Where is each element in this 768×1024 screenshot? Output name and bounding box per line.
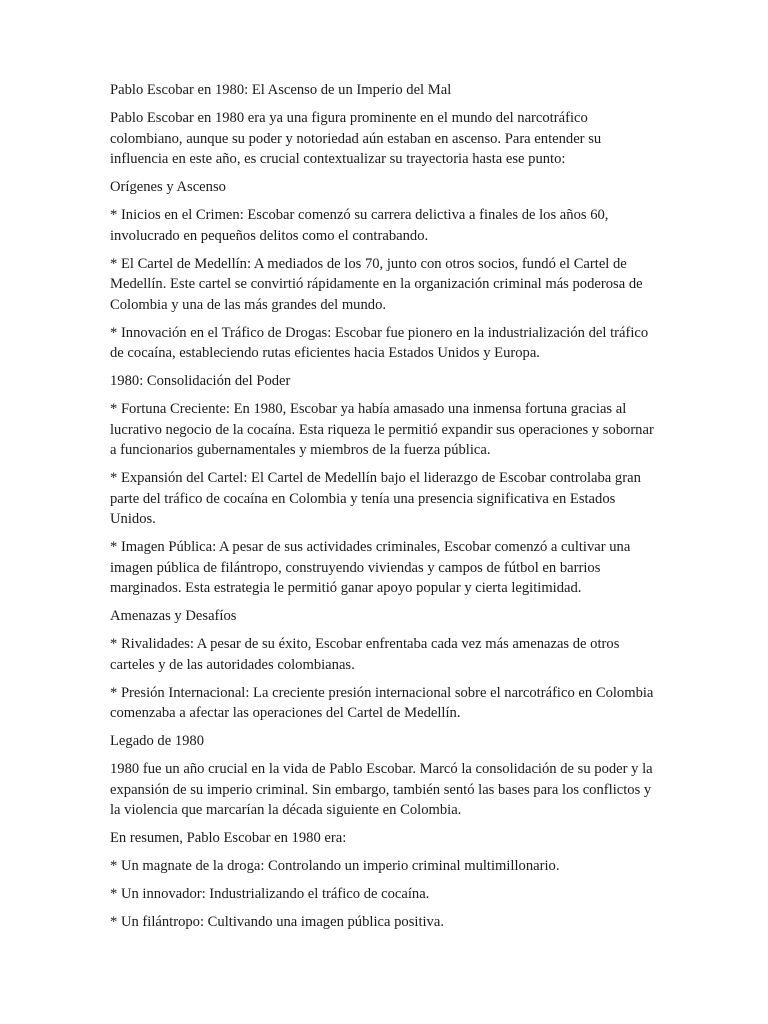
intro-paragraph: Pablo Escobar en 1980 era ya una figura prominente en el mundo del narcotráfico colombiano, aunque su poder y notoriedad aún estaban en ascenso. Para entender su influencia en este año, es crucial contextualizar su trayectoria hasta ese punto: — [110, 110, 602, 167]
summary-intro: En resumen, Pablo Escobar en 1980 era: — [110, 830, 347, 846]
section-heading-legado: Legado de 1980 — [110, 733, 205, 749]
document-page — [110, 80, 660, 940]
legacy-paragraph: 1980 fue un año crucial en la vida de Pablo Escobar. Marcó la consolidación de su poder y la expansión de su imperio criminal. Sin embargo, también sentó las bases para los conflictos y la violencia que marcarían la década siguiente en Colombia. — [110, 761, 653, 818]
bullet-expansion: * Expansión del Cartel: El Cartel de Medellín bajo el liderazgo de Escobar controlaba gran parte del tráfico de cocaína en Colombia y tenía una presencia significativa en Estados Unidos. — [110, 470, 641, 527]
section-heading-amenazas: Amenazas y Desafíos — [110, 608, 237, 624]
bullet-fortuna: * Fortuna Creciente: En 1980, Escobar ya había amasado una inmensa fortuna gracias al lucrativo negocio de la cocaína. Esta riqueza le permitió expandir sus operaciones y sobornar a funcionarios gubernamentales y miembros de la fuerza pública. — [110, 401, 654, 458]
summary-bullet-magnate: * Un magnate de la droga: Controlando un imperio criminal multimillonario. — [110, 858, 560, 874]
section-heading-consolidacion: 1980: Consolidación del Poder — [110, 373, 291, 389]
bullet-rivalidades: * Rivalidades: A pesar de su éxito, Escobar enfrentaba cada vez más amenazas de otros carteles y de las autoridades colombianas. — [110, 636, 620, 673]
summary-bullet-innovador: * Un innovador: Industrializando el tráfico de cocaína. — [110, 886, 430, 902]
bullet-inicios: * Inicios en el Crimen: Escobar comenzó su carrera delictiva a finales de los años 60, involucrado en pequeños delitos como el contrabando. — [110, 207, 609, 244]
bullet-innovacion: * Innovación en el Tráfico de Drogas: Escobar fue pionero en la industrialización del tráfico de cocaína, estableciendo rutas eficientes hacia Estados Unidos y Europa. — [110, 324, 649, 361]
document-title: Pablo Escobar en 1980: El Ascenso de un Imperio del Mal — [110, 82, 452, 98]
bullet-imagen-publica: * Imagen Pública: A pesar de sus actividades criminales, Escobar comenzó a cultivar una imagen pública de filántropo, construyendo viviendas y campos de fútbol en barrios marginados. Esta estrategia le permitió ganar apoyo popular y cierta legitimidad. — [110, 539, 631, 596]
bullet-presion: * Presión Internacional: La creciente presión internacional sobre el narcotráfico en Colombia comenzaba a afectar las operaciones del Cartel de Medellín. — [110, 684, 654, 721]
summary-bullet-filantropo: * Un filántropo: Cultivando una imagen pública positiva. — [110, 914, 444, 930]
section-heading-origenes: Orígenes y Ascenso — [110, 179, 226, 195]
bullet-cartel-medellin: * El Cartel de Medellín: A mediados de los 70, junto con otros socios, fundó el Cartel de Medellín. Este cartel se convirtió rápidamente en la organización criminal más poderosa de Colombia y una de las más grandes del mundo. — [110, 255, 643, 313]
